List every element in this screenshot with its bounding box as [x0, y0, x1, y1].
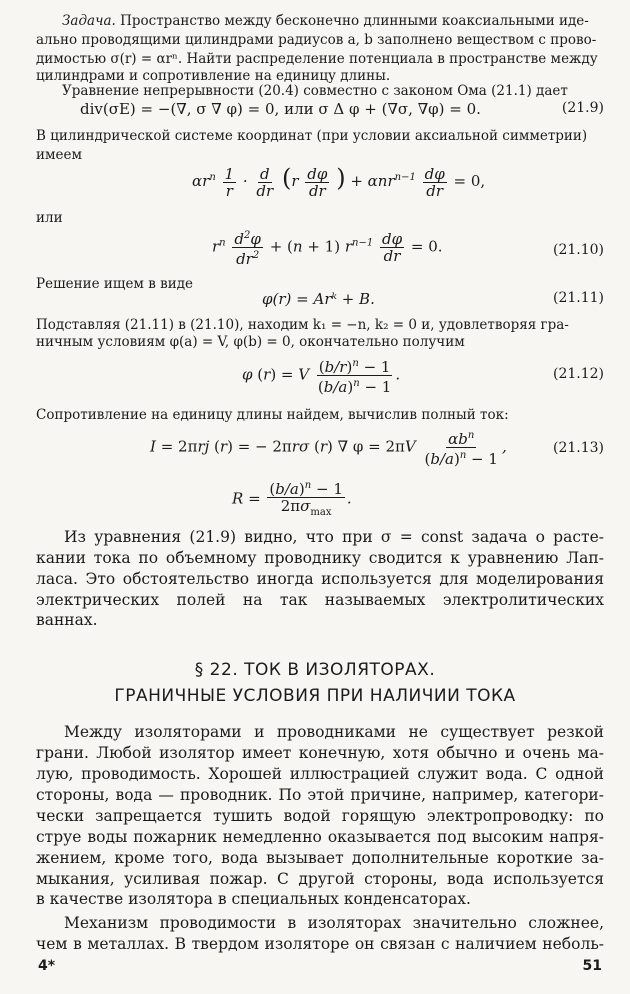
- paragraph-2-line-7: жением, кроме того, вода вызывает дополнительные короткие за-: [36, 849, 604, 867]
- paragraph-2-line-6: струе воды пожарник немедленно оказывается под высоким напря-: [36, 828, 604, 846]
- section-heading-line-2: ГРАНИЧНЫЕ УСЛОВИЯ ПРИ НАЛИЧИИ ТОКА: [114, 686, 516, 706]
- paragraph-2-line-5: чески запрещается тушить водой горящую электропроводку: по: [36, 807, 604, 825]
- paragraph-2-line-8: мыкания, усиливая пожар. С другой стороны, вода используется: [36, 870, 604, 888]
- signature-mark: 4*: [38, 958, 56, 974]
- paragraph-3-line-1: Механизм проводимости в изоляторах значительно сложнее,: [64, 914, 604, 932]
- paragraph-1-line-4: электрических полей на так называемых электролитических: [36, 591, 604, 609]
- task-line-3: димостью σ(r) = αrⁿ. Найти распределение потенциала в пространстве между: [36, 51, 598, 67]
- continuity-text: Уравнение непрерывности (20.4) совместно с законом Ома (21.1) дает: [62, 83, 568, 99]
- equation-21-10: $r^n$ $\frac{d^2\varphi}{dr^2}$ + (n + 1) $r^{n-1}$ $\frac{d\varphi}{dr}$ = 0.: [212, 230, 443, 268]
- paragraph-1-line-3: ласа. Это обстоятельство иногда используется для моделирования: [36, 570, 604, 588]
- section-heading-line-1: § 22. ТОК В ИЗОЛЯТОРАХ.: [194, 660, 436, 680]
- equation-21-13: I = 2πrj (r) = − 2πrσ (r) ∇ φ = 2πV $\frac{\alpha b^n}{(b/a)^n - 1}$ ,: [150, 430, 507, 468]
- task-line-2: ально проводящими цилиндрами радиусов a, b заполнено веществом с прово-: [36, 32, 597, 48]
- equation-ode: $\alpha r^n$ $\frac{1}{r}$ · $\frac{d}{dr}$ (r $\frac{d\varphi}{dr}$ ) + αnr$^{n-1}$ $\frac{d\varphi}{dr}$ = 0,: [192, 164, 486, 200]
- substitution-text-1: Подставляя (21.11) в (21.10), находим k₁ = −n, k₂ = 0 и, удовлетворяя гра-: [36, 317, 569, 333]
- equation-21-9: div(σE) = −(∇, σ ∇ φ) = 0, или σ Δ φ + (∇σ, ∇φ) = 0.: [80, 100, 481, 118]
- substitution-text-2: ничным условиям φ(a) = V, φ(b) = 0, окончательно получим: [36, 334, 465, 350]
- equation-number-21-12: (21.12): [552, 366, 604, 382]
- equation-resistance: R = $\frac{(b/a)^n - 1}{2\pi\sigma_{max}}$ .: [232, 480, 352, 518]
- equation-number-21-11: (21.11): [552, 290, 604, 306]
- equation-number-21-10: (21.10): [552, 242, 604, 258]
- resistance-text: Сопротивление на единицу длины найдем, вычислив полный ток:: [36, 407, 509, 423]
- equation-number-21-13: (21.13): [552, 440, 604, 456]
- page-number: 51: [582, 958, 602, 974]
- paragraph-2-line-4: стороны, вода — проводник. По этой причине, например, категори-: [36, 786, 604, 804]
- equation-number-21-9: (21.9): [561, 100, 604, 116]
- or-text: или: [36, 210, 63, 226]
- task-line-1: Задача. Пространство между бесконечно длинными коаксиальными иде-: [62, 13, 589, 29]
- solution-text: Решение ищем в виде: [36, 276, 194, 292]
- task-label: Задача.: [62, 13, 116, 29]
- paragraph-2-line-3: лую, проводимость. Хорошей иллюстрацией служит вода. С одной: [36, 765, 604, 783]
- cylindrical-text-1: В цилиндрической системе координат (при условии аксиальной симметрии): [36, 128, 588, 144]
- paragraph-2-line-2: грани. Любой изолятор имеет конечную, хотя обычно и очень ма-: [36, 744, 604, 762]
- paragraph-2-line-1: Между изоляторами и проводниками не существует резкой: [64, 723, 604, 741]
- paragraph-1-line-1: Из уравнения (21.9) видно, что при σ = const задача о расте-: [64, 528, 604, 546]
- cylindrical-text-2: имеем: [36, 147, 82, 163]
- task-line-4: цилиндрами и сопротивление на единицу длины.: [36, 68, 391, 84]
- paragraph-2-line-9: в качестве изолятора в специальных конденсаторах.: [36, 890, 471, 908]
- equation-21-11: φ(r) = Arᵏ + B.: [262, 290, 375, 308]
- paragraph-3-line-2: чем в металлах. В твердом изоляторе он связан с наличием неболь-: [36, 935, 604, 953]
- equation-21-12: φ (r) = V $\frac{(b/r)^n - 1}{(b/a)^n - 1}$ .: [242, 358, 401, 396]
- paragraph-1-line-2: кании тока по объемному проводнику сводится к уравнению Лап-: [36, 549, 604, 567]
- paragraph-1-line-5: ваннах.: [36, 611, 98, 629]
